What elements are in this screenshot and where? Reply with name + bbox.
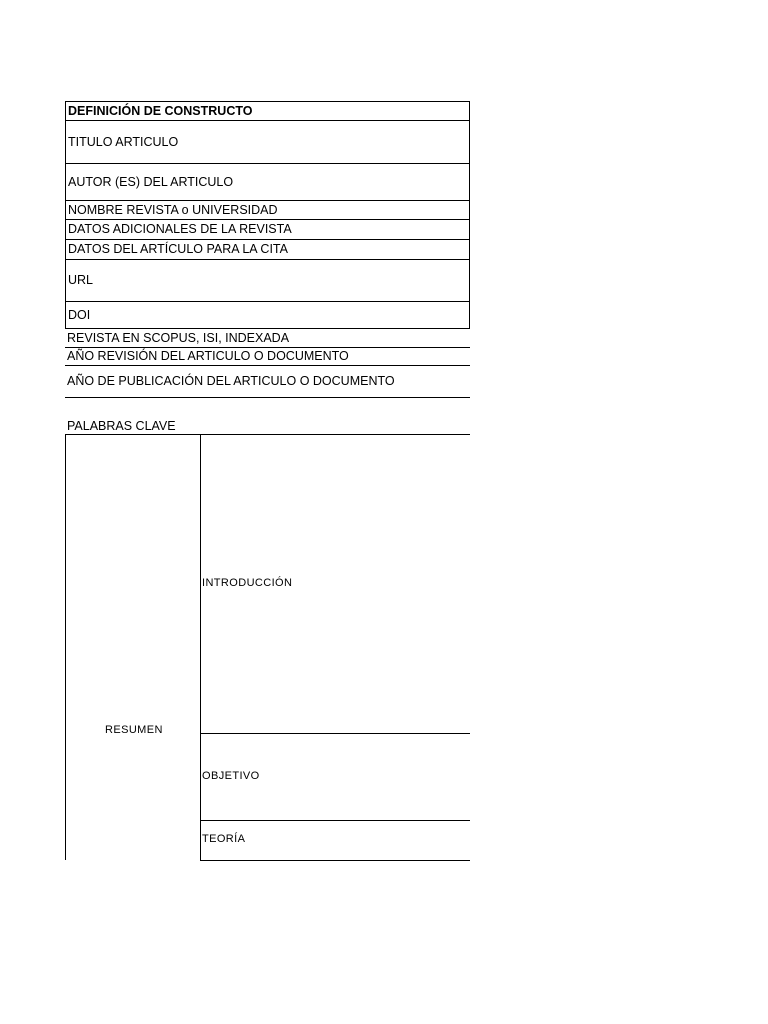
row-datos-cita (65, 239, 470, 260)
row-datos-cita-label: DATOS DEL ARTÍCULO PARA LA CITA (68, 242, 288, 257)
row-doi-label: DOI (68, 307, 91, 322)
row-nombre-revista (65, 200, 470, 220)
resumen-label: RESUMEN (105, 724, 163, 736)
row-titulo-label: TITULO ARTICULO (68, 134, 179, 149)
objetivo-bottom-border (200, 820, 470, 821)
row-scopus (65, 329, 470, 348)
row-palabras-clave-label: PALABRAS CLAVE (67, 418, 176, 433)
row-doi (65, 301, 470, 329)
row-anio-publicacion-label: AÑO DE PUBLICACIÓN DEL ARTICULO O DOCUMENTO (67, 374, 395, 389)
resumen-divider (200, 434, 201, 861)
teoria-bottom-border (200, 860, 470, 861)
row-datos-adicionales-label: DATOS ADICIONALES DE LA REVISTA (68, 222, 292, 237)
row-definicion (65, 101, 470, 121)
row-anio-publicacion (65, 366, 470, 398)
resumen-left-border (65, 434, 66, 860)
row-url (65, 259, 470, 302)
teoria-label: TEORÍA (202, 833, 246, 845)
row-scopus-label: REVISTA EN SCOPUS, ISI, INDEXADA (67, 330, 290, 345)
row-autores-label: AUTOR (ES) DEL ARTICULO (68, 174, 234, 189)
introduccion-bottom-border (200, 733, 470, 734)
introduccion-label: INTRODUCCIÓN (202, 577, 293, 589)
objetivo-label: OBJETIVO (202, 770, 260, 782)
row-anio-revision (65, 348, 470, 366)
row-definicion-label: DEFINICIÓN DE CONSTRUCTO (68, 103, 253, 118)
row-datos-adicionales (65, 219, 470, 240)
row-url-label: URL (68, 273, 94, 288)
row-palabras-clave (65, 398, 470, 435)
row-nombre-revista-label: NOMBRE REVISTA o UNIVERSIDAD (68, 202, 278, 217)
row-autores (65, 163, 470, 201)
row-titulo (65, 120, 470, 164)
row-anio-revision-label: AÑO REVISIÓN DEL ARTICULO O DOCUMENTO (67, 349, 349, 364)
